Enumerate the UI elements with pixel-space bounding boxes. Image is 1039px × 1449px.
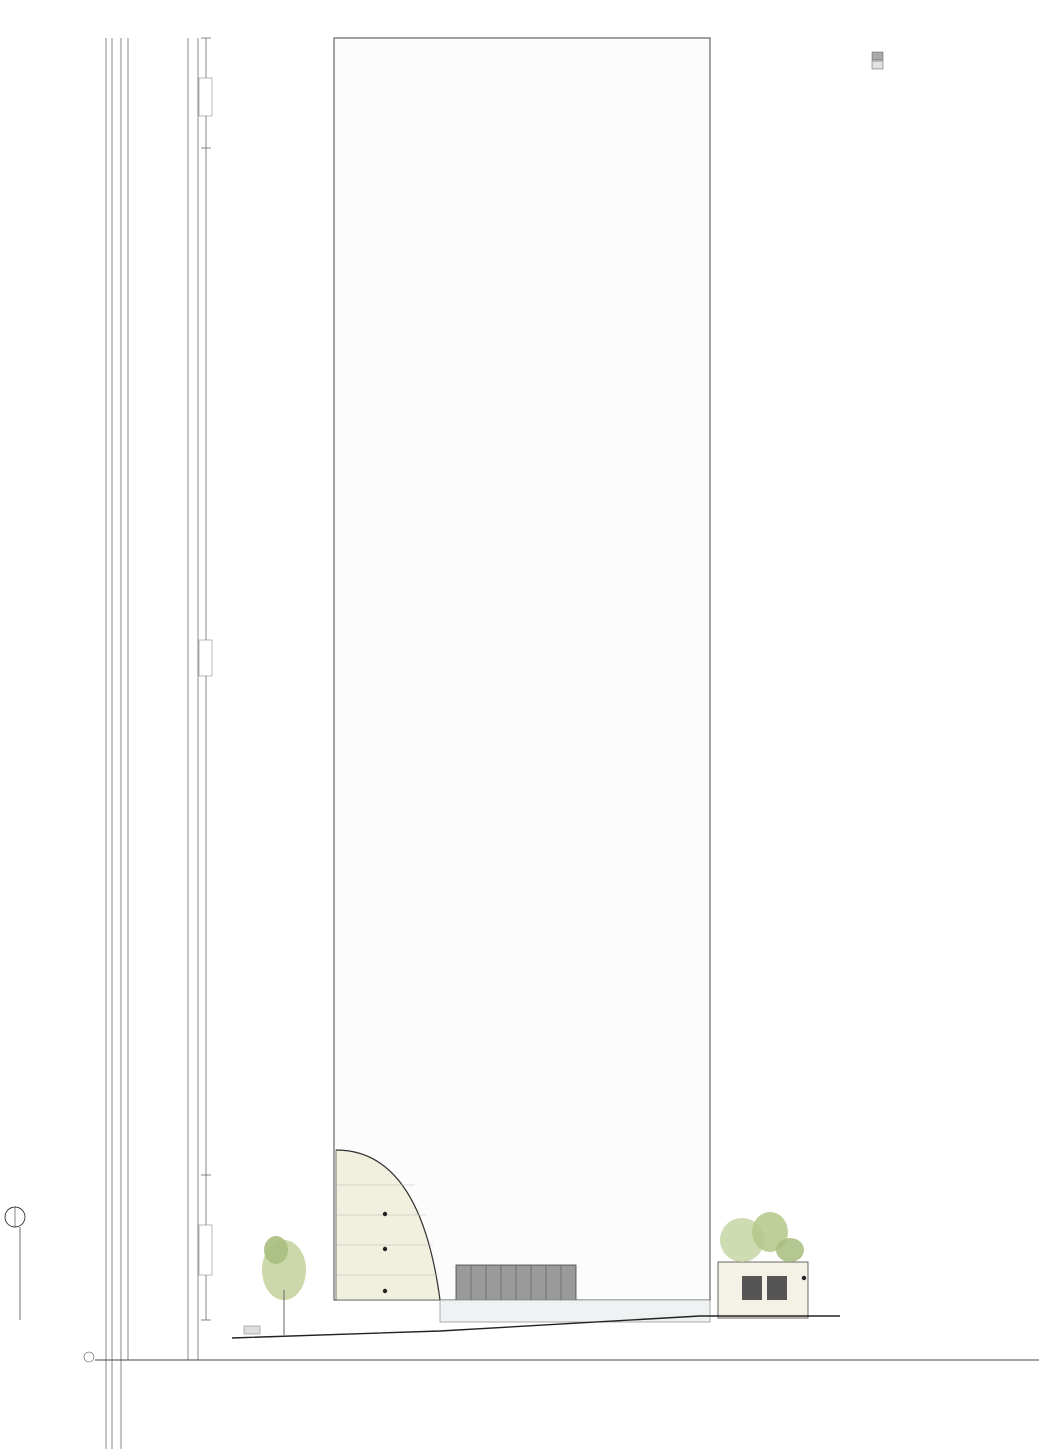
tower-facade bbox=[334, 38, 710, 1300]
